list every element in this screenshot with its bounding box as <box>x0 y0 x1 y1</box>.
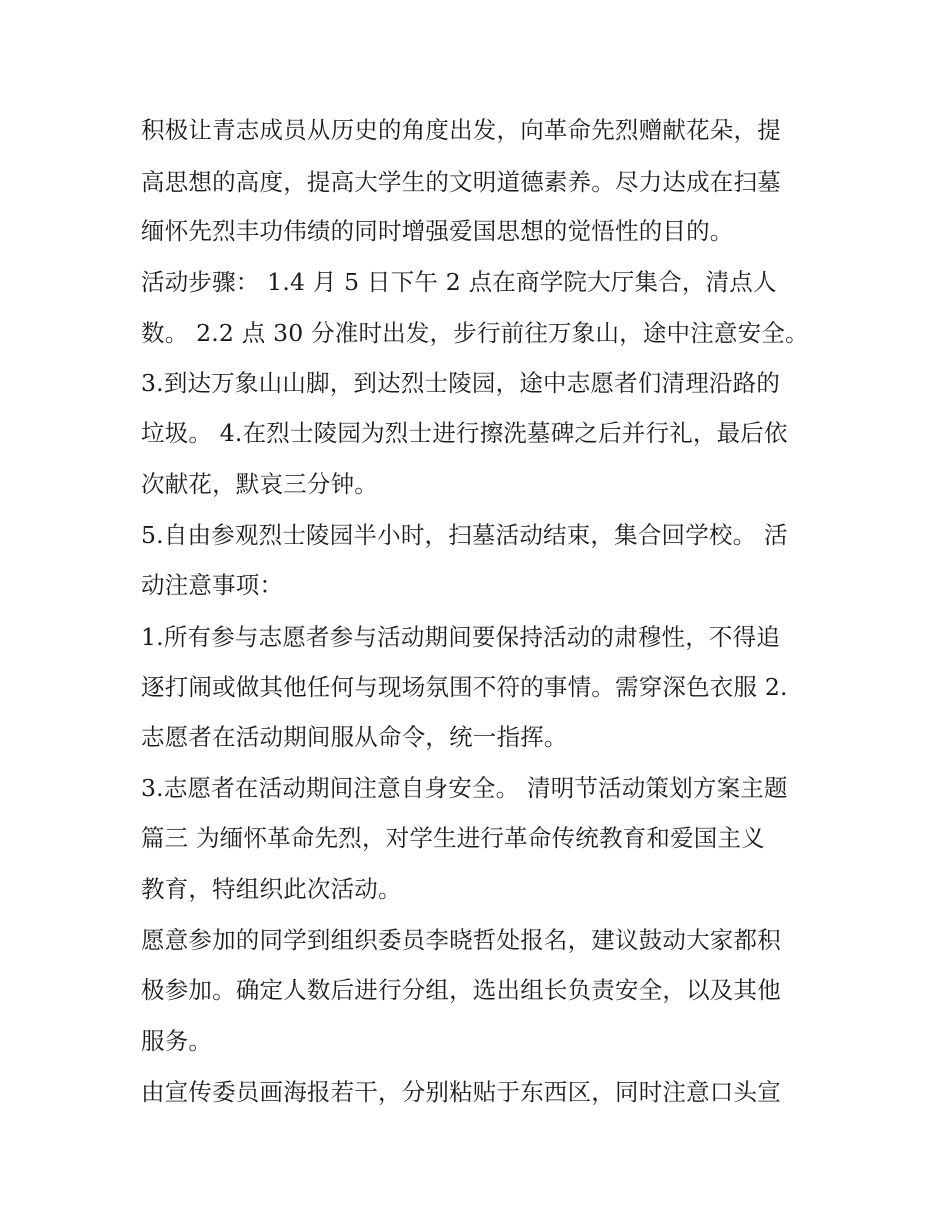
text-line: 服务。 <box>141 1027 213 1055</box>
text-line: 5.自由参观烈士陵园半小时，扫墓活动结束，集合回学校。 活 <box>141 521 788 549</box>
text-line: 逐打闹或做其他任何与现场氛围不符的事情。需穿深色衣服 2. <box>141 673 788 701</box>
text-line: 3.志愿者在活动期间注意自身安全。 清明节活动策划方案主题 <box>141 774 788 802</box>
text-line: 志愿者在活动期间服从命令，统一指挥。 <box>141 723 568 751</box>
text-line: 极参加。确定人数后进行分组，选出组长负责安全，以及其他 <box>141 976 781 1004</box>
text-line: 缅怀先烈丰功伟绩的同时增强爱国思想的觉悟性的目的。 <box>141 217 734 245</box>
text-line: 由宣传委员画海报若干，分别粘贴于东西区，同时注意口头宣 <box>141 1078 781 1106</box>
text-line: 教育，特组织此次活动。 <box>141 875 402 903</box>
text-line: 动注意事项： <box>141 571 284 599</box>
text-line: 活动步骤： 1.4 月 5 日下午 2 点在商学院大厅集合，清点人 <box>141 268 777 296</box>
text-line: 愿意参加的同学到组织委员李晓哲处报名，建议鼓动大家都积 <box>141 926 781 954</box>
text-line: 垃圾。 4.在烈士陵园为烈士进行擦洗墓碑之后并行礼，最后依 <box>141 419 788 447</box>
text-line: 次献花，默哀三分钟。 <box>141 470 378 498</box>
text-line: 1.所有参与志愿者参与活动期间要保持活动的肃穆性，不得追 <box>141 623 781 651</box>
text-line: 篇三 为缅怀革命先烈，对学生进行革命传统教育和爱国主义 <box>141 824 765 852</box>
text-line: 3.到达万象山山脚，到达烈士陵园，途中志愿者们清理沿路的 <box>141 369 781 397</box>
text-line: 数。 2.2 点 30 分准时出发，步行前往万象山，途中注意安全。 <box>141 319 809 347</box>
text-line: 高思想的高度，提高大学生的文明道德素养。尽力达成在扫墓 <box>141 168 781 196</box>
text-line: 积极让青志成员从历史的角度出发，向革命先烈赠献花朵，提 <box>141 116 781 144</box>
